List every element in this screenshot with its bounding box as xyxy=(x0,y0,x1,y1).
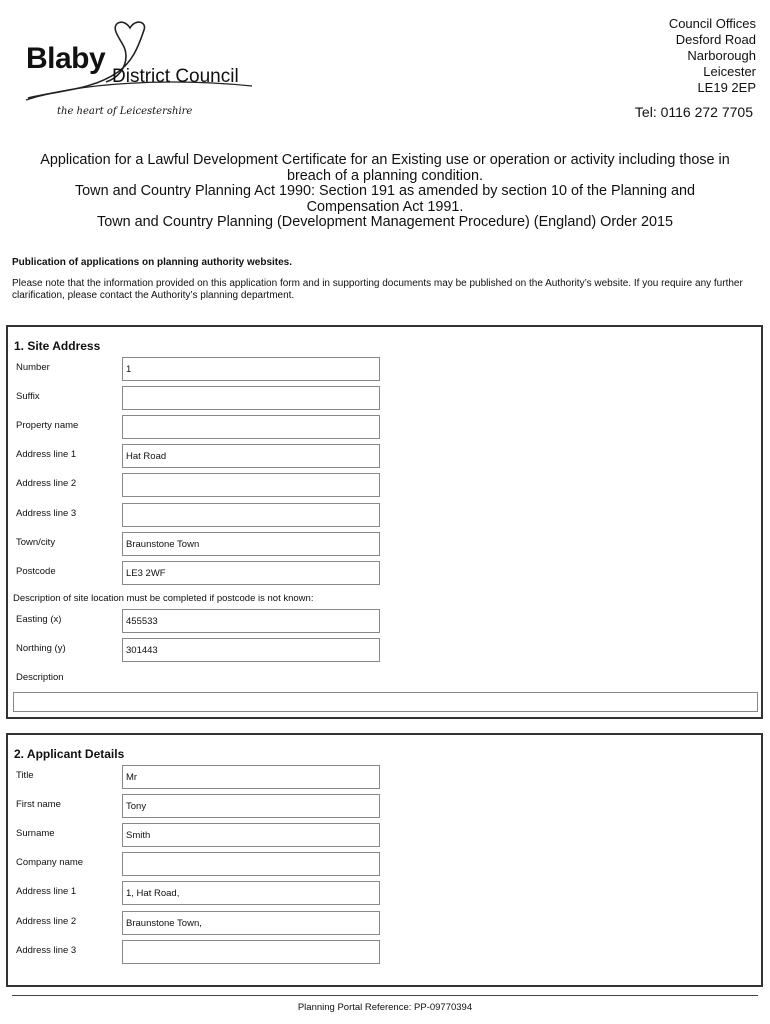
field-label: Address line 3 xyxy=(16,945,77,956)
field-label: Company name xyxy=(16,857,84,868)
field-label: Postcode xyxy=(16,566,56,577)
field-label: Address line 2 xyxy=(16,478,77,489)
description-field[interactable] xyxy=(13,692,758,712)
field-label: Address line 1 xyxy=(16,886,77,897)
postcode-field[interactable]: LE3 2WF xyxy=(122,561,380,585)
address-line-3-field[interactable] xyxy=(122,503,380,527)
applicant-address-line-1-field[interactable]: 1, Hat Road, xyxy=(122,881,380,905)
field-label: Surname xyxy=(16,828,55,839)
footer-divider xyxy=(12,995,758,996)
applicant-details-section xyxy=(6,733,763,987)
property-name-field[interactable] xyxy=(122,415,380,439)
publication-note: Please note that the information provided on this application form and in supporting documents may be published on the Authority’s website. If you require any further clarification, please contact the Authority’s planning department. xyxy=(12,278,743,301)
site-address-section xyxy=(6,325,763,719)
field-label: Town/city xyxy=(16,537,56,548)
council-logo xyxy=(22,20,262,125)
telephone: Tel: 0116 272 7705 xyxy=(634,104,753,120)
section-title: 1. Site Address xyxy=(14,339,101,353)
council-address xyxy=(669,16,756,96)
company-name-field[interactable] xyxy=(122,852,380,876)
address-line: Council Offices xyxy=(668,16,756,31)
northing-field[interactable]: 301443 xyxy=(122,638,380,662)
publication-heading: Publication of applications on planning authority websites. xyxy=(12,257,293,268)
applicant-address-line-3-field[interactable] xyxy=(122,940,380,964)
field-label: First name xyxy=(16,799,61,810)
field-label: Address line 1 xyxy=(16,449,77,460)
field-label: Description xyxy=(16,672,64,683)
title-line: breach of a planning condition. xyxy=(286,167,484,184)
address-line: Narborough xyxy=(687,48,756,63)
title-line: Application for a Lawful Development Certificate for an Existing use or operation or activity including those in xyxy=(40,152,730,168)
logo-subtitle: District Council xyxy=(112,66,239,87)
field-label: Title xyxy=(16,770,34,781)
title-line: Compensation Act 1991. xyxy=(306,198,464,215)
title-line: Town and Country Planning (Development Management Procedure) (England) Order 2015 xyxy=(97,214,673,230)
number-field[interactable]: 1 xyxy=(122,357,380,381)
field-label: Number xyxy=(16,362,50,373)
address-line-2-field[interactable] xyxy=(122,473,380,497)
address-line-1-field[interactable]: Hat Road xyxy=(122,444,380,468)
location-note: Description of site location must be completed if postcode is not known: xyxy=(13,593,314,604)
section-title: 2. Applicant Details xyxy=(14,747,125,761)
field-label: Address line 3 xyxy=(16,508,77,519)
form-title xyxy=(6,153,764,231)
town-city-field[interactable]: Braunstone Town xyxy=(122,532,380,556)
logo-tagline: the heart of Leicestershire xyxy=(57,106,193,117)
address-line: Desford Road xyxy=(675,32,756,47)
applicant-address-line-2-field[interactable]: Braunstone Town, xyxy=(122,911,380,935)
portal-reference: Planning Portal Reference: PP-09770394 xyxy=(297,1002,473,1013)
title-line: Town and Country Planning Act 1990: Section 191 as amended by section 10 of the Planning and xyxy=(74,183,696,199)
field-label: Suffix xyxy=(16,391,40,402)
field-label: Easting (x) xyxy=(16,614,62,625)
first-name-field[interactable]: Tony xyxy=(122,794,380,818)
suffix-field[interactable] xyxy=(122,386,380,410)
surname-field[interactable]: Smith xyxy=(122,823,380,847)
address-line: LE19 2EP xyxy=(697,80,756,95)
field-label: Address line 2 xyxy=(16,916,77,927)
field-label: Property name xyxy=(16,420,79,431)
address-line: Leicester xyxy=(703,64,756,79)
field-label: Northing (y) xyxy=(16,643,66,654)
easting-field[interactable]: 455533 xyxy=(122,609,380,633)
logo-name: Blaby xyxy=(26,42,106,75)
title-field[interactable]: Mr xyxy=(122,765,380,789)
